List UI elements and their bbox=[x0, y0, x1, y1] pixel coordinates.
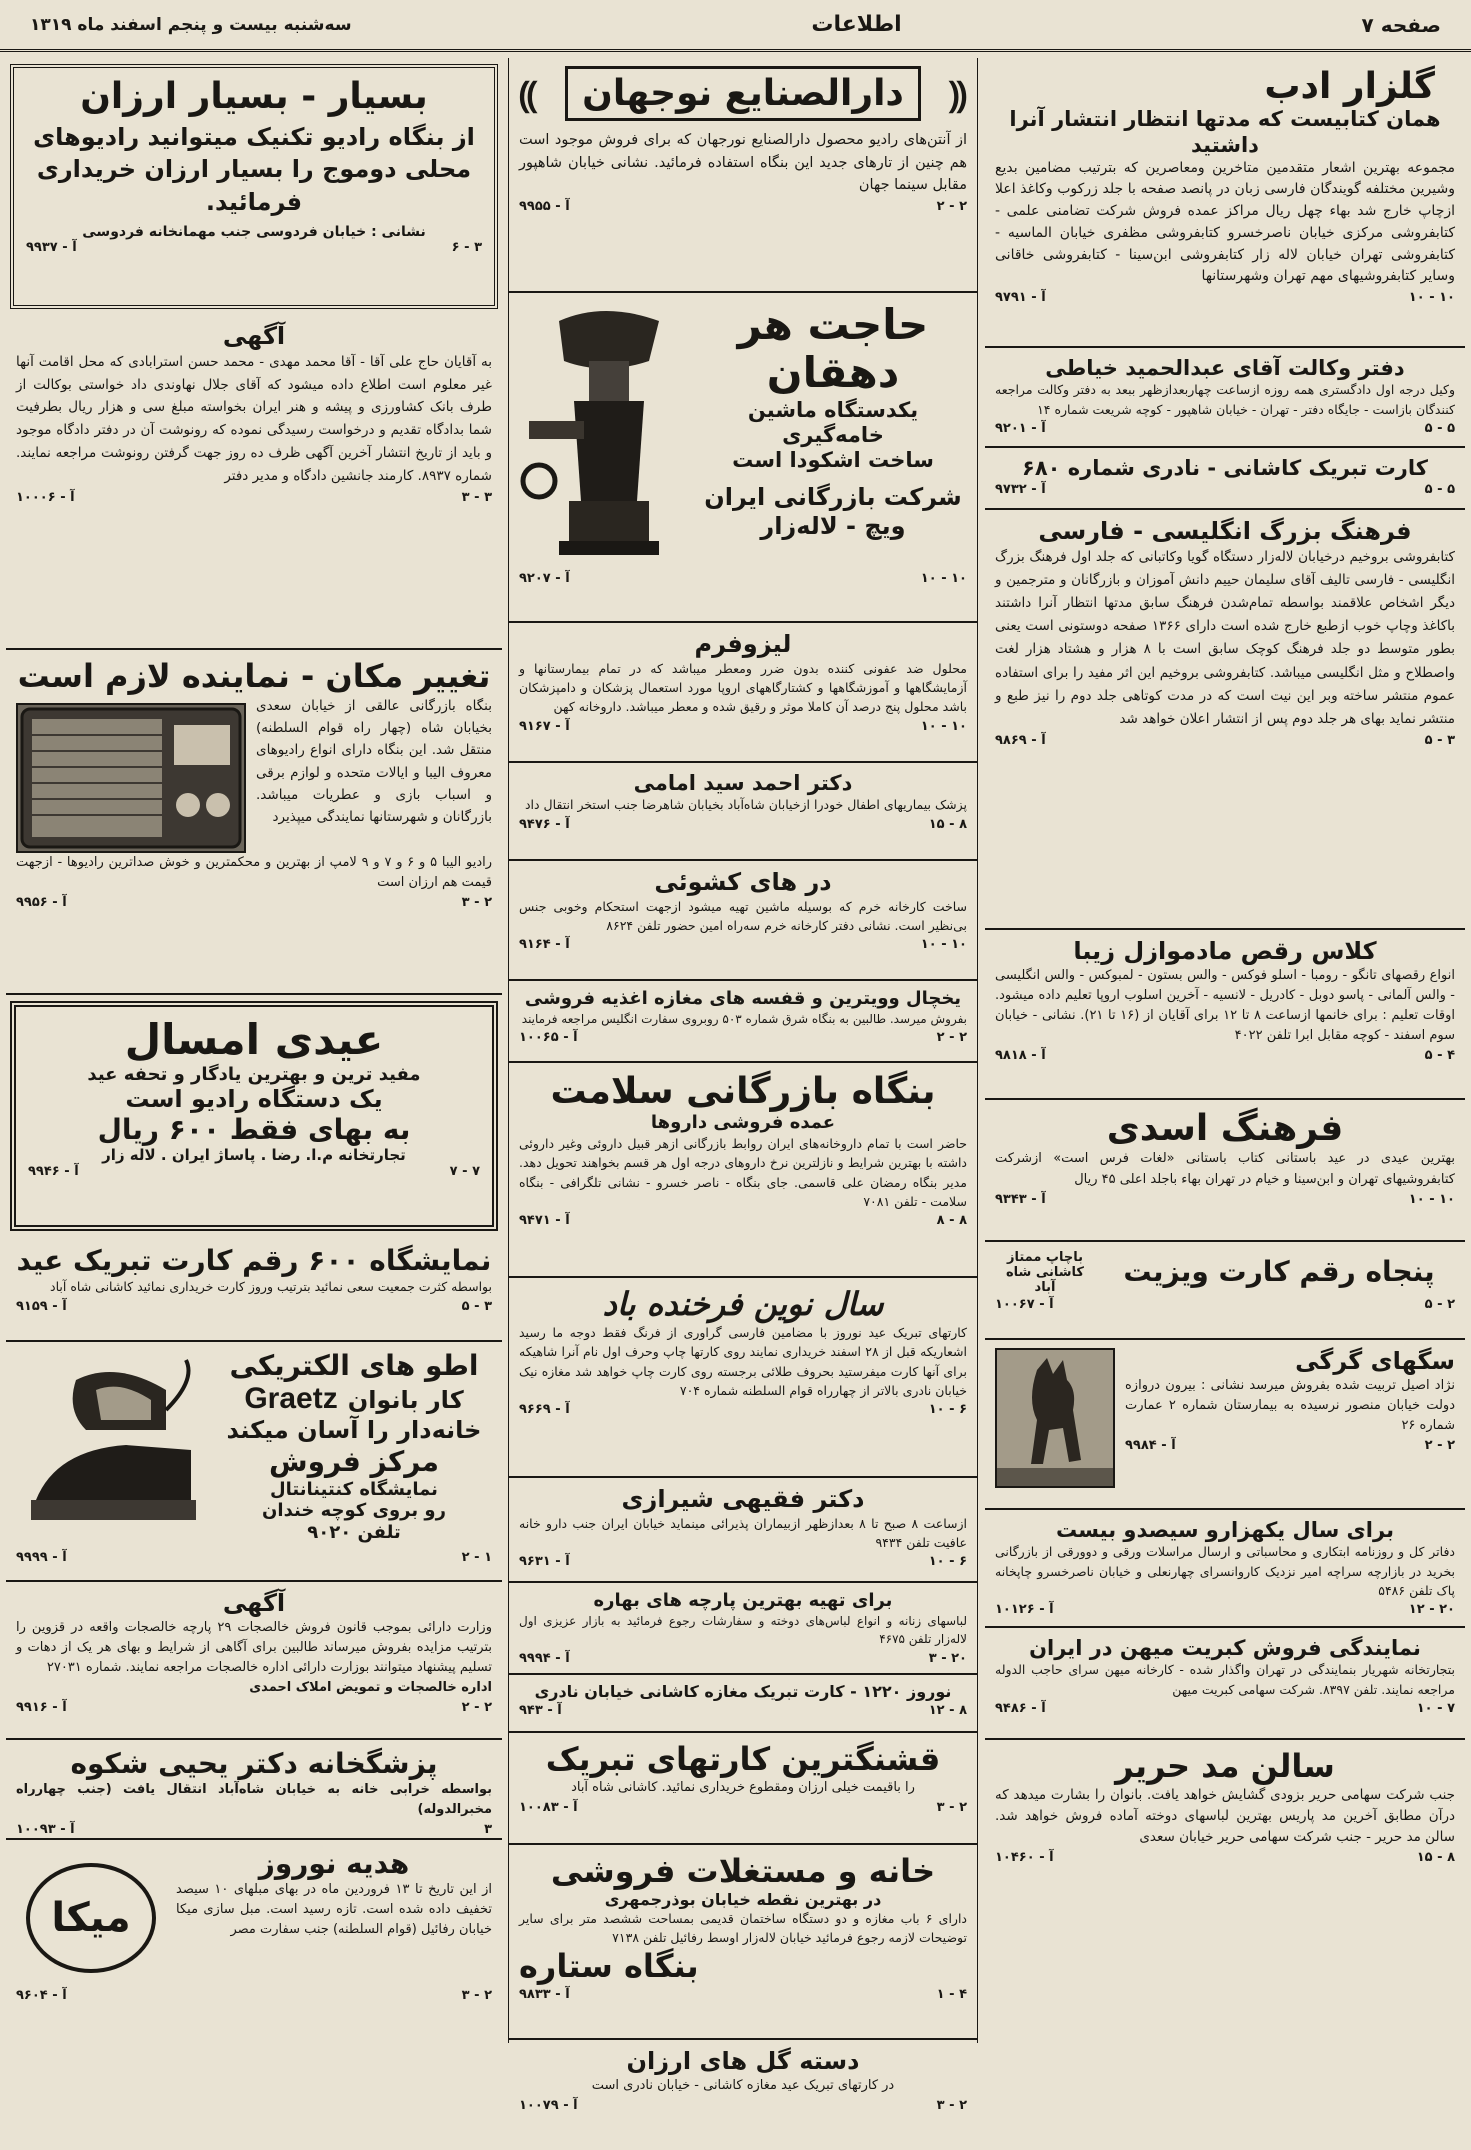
ad-line: شرکت بازرگانی ایران bbox=[704, 483, 962, 512]
ad-title: کارت تبریک کاشانی - نادری شماره ۶۸۰ bbox=[1022, 456, 1428, 480]
ad-body: حاضر است با تمام داروخانه‌های ایران روابط بازرگانی ازهر قبیل داروئی وغیر داروئی داشته با بهترین شرایط و نازلترین نرخ داروهای درجه اول هر قسم بخواهند تحویل دهد. مدیر بنگاه رمضان علی قاسمی. جای بنگاه - ناصر خسرو - نشانی تلگرافی - بنگاه سلامت - تلفن ۷۰۸۱ bbox=[519, 1135, 967, 1210]
ad-eidi-emsal bbox=[10, 1001, 498, 1231]
ad-line: خانه‌دار را آسان میکند bbox=[226, 1416, 482, 1445]
ad-body: وکیل درجه اول دادگستری همه روزه ازساعت چهاربعدازظهر ببعد به دفتر وکالت مراجعه کنندگان بازاست - جایگاه دفتر - تهران - خیابان شاهپور - کوچه شریعت شماره ۱۴ bbox=[995, 382, 1455, 417]
ad-line: یکدستگاه ماشین خامه‌گیری bbox=[747, 397, 919, 447]
ad-subtitle: همان کتابیست که مدتها انتظار انتشار آنرا داشتید bbox=[1009, 107, 1441, 157]
ad-title: سگهای گرگی bbox=[1295, 1347, 1455, 1375]
ad-code: ۸ - ۱۲ آ - ۹۴۳ bbox=[519, 1703, 967, 1719]
ad-body: از این تاریخ تا ۱۳ فروردین ماه در بهای مبلهای ۱۰ سیصد تخفیف داده شده است. تازه رسید است. مبل سازی میکا خیابان رفائیل (قوام السلطنه) جنب سفارت مصر bbox=[176, 1882, 492, 1938]
ad-line: اطو های الکتریکی bbox=[229, 1349, 479, 1382]
ad-code: ۲۰ - ۳ آ - ۹۹۹۴ bbox=[519, 1650, 967, 1666]
page-number: صفحه ۷ bbox=[1361, 12, 1441, 37]
ad-code: ۳ - ۵ آ - ۹۱۵۹ bbox=[16, 1298, 492, 1314]
ad-line: رو بروی کوچه خندان bbox=[262, 1500, 446, 1522]
ad-code: ۵ - ۵ آ - ۹۷۳۲ bbox=[995, 482, 1455, 498]
ad-title: آگهی bbox=[222, 322, 286, 350]
ad-sal-novin bbox=[509, 1278, 977, 1478]
ad-code: ۱۰ - ۱۰ آ - ۹۳۴۳ bbox=[995, 1191, 1455, 1207]
ad-title: نمایندگی فروش کبریت میهن در ایران bbox=[1029, 1636, 1421, 1660]
ad-otu-graetz bbox=[6, 1342, 502, 1582]
left-column bbox=[6, 58, 502, 2043]
ad-body: بنگاه بازرگانی عالقی از خیابان سعدی بخیابان شاه (چهار راه قوام السلطنه) منتقل شد. این بنگاه دارای انواع رادیوهای معروف الیبا و ایالات متحده و لوازم برقی و اسباب بازی و عطریات میباشد. بازرگانان و شهرستانها نمایندگی میپذیرد bbox=[256, 697, 492, 826]
radio-set-illustration bbox=[16, 703, 246, 853]
ad-code: ۲ - ۳ آ - ۱۰۰۸۳ bbox=[519, 1799, 967, 1815]
ad-code: ۲ - ۲ آ - ۹۹۵۵ bbox=[519, 198, 967, 214]
ad-class-raqs bbox=[985, 930, 1465, 1100]
ad-line: یک دستگاه رادیو است bbox=[125, 1085, 383, 1113]
ad-golzar-adab bbox=[985, 58, 1465, 348]
ad-code: ۴ - ۵ آ - ۹۸۱۸ bbox=[995, 1048, 1455, 1064]
ad-agahi-2 bbox=[6, 1582, 502, 1740]
ad-code: ۸ - ۸ آ - ۹۴۷۱ bbox=[519, 1213, 967, 1229]
ad-title: برای سال یکهزارو سیصدو بیست bbox=[1056, 1518, 1394, 1542]
ad-body: ساخت کارخانه خرم که بوسیله ماشین تهیه میشود ازجهت استحکام وخوبی جنس بی‌نظیر است. نشانی دفتر کارخانه خرم سه‌راه امین حضور تلفن ۸۶۲۴ bbox=[519, 898, 967, 933]
ad-title: برای تهیه بهترین پارچه های بهاره bbox=[593, 1590, 893, 1611]
ad-address: تجارتخانه م.ا. رضا . پاساژ ایران . لاله زار bbox=[102, 1146, 406, 1164]
ad-body: جنب شرکت سهامی حریر بزودی گشایش خواهد یافت. بانوان را بشارت میدهد که درآن مطابق آخرین مد پاریس بهترین لباسهای دوخته آماده فروش خواهد شد. سالن مد حریر - جنب شرکت سهامی حریر خیابان سعدی bbox=[995, 1786, 1455, 1845]
ad-code: ۲ - ۵ آ - ۱۰۰۶۷ bbox=[995, 1297, 1455, 1312]
ad-kebrit-mihan bbox=[985, 1628, 1465, 1740]
ad-nowruz-kart bbox=[509, 1675, 977, 1733]
dog-icon bbox=[997, 1350, 1113, 1486]
newspaper-name: اطلاعات bbox=[811, 12, 902, 37]
ad-body: نژاد اصیل تربیت شده بفروش میرسد نشانی : بیرون دروازه دولت خیابان منصور نرسیده به بیمارستان شماره ۲ عمارت شماره ۲۶ bbox=[1125, 1377, 1455, 1433]
ad-code: ۶ - ۱۰ آ - ۹۶۶۹ bbox=[519, 1402, 967, 1418]
ad-qashang-kart bbox=[509, 1733, 977, 1845]
ad-code: ۴ - ۱ آ - ۹۸۳۳ bbox=[519, 1986, 967, 2002]
ad-title: یخچال وویترین و قفسه های مغازه اغذیه فروشی bbox=[524, 988, 962, 1009]
brand-name: Graetz bbox=[244, 1382, 338, 1416]
ad-body: از بنگاه رادیو تکنیک میتوانید رادیوهای محلی دوموج را بسیار ارزان خریداری فرمائید. bbox=[33, 123, 475, 216]
ad-doktor-faqihi bbox=[509, 1478, 977, 1583]
ad-code: ۳ آ - ۱۰۰۹۳ bbox=[16, 1822, 492, 1838]
ad-code: ۱ - ۲ آ - ۹۹۹۹ bbox=[16, 1550, 492, 1565]
radio-icon bbox=[18, 705, 244, 851]
ad-title: خانه و مستغلات فروشی bbox=[550, 1852, 936, 1890]
ad-body: از آنتن‌های رادیو محصول دارالصنایع نورجهان که برای فروش موجود است هم چنین از تارهای جدید این بنگاه استفاده فرمائید. نشانی خیابان شاهپور مقابل سینما جهان bbox=[519, 132, 967, 194]
ad-title: هدیه نوروز bbox=[258, 1847, 410, 1880]
ad-line: ساخت اشکودا است bbox=[732, 447, 934, 472]
ad-title: پنجاه رقم کارت ویزیت bbox=[1123, 1255, 1435, 1289]
middle-column bbox=[508, 58, 978, 2113]
ad-title: در های کشوئی bbox=[654, 868, 832, 896]
ad-code: ۱۰ - ۱۰ آ - ۹۱۶۴ bbox=[519, 937, 967, 953]
ad-title: بنگاه بازرگانی سلامت bbox=[550, 1071, 936, 1112]
ad-baraye-sal bbox=[985, 1510, 1465, 1628]
ad-title: نوروز ۱۲۲۰ - کارت تبریک مغازه کاشانی خیابان نادری bbox=[534, 1682, 952, 1701]
ad-salon-mod bbox=[985, 1740, 1465, 1925]
ad-dar-al-sanaye bbox=[509, 58, 977, 293]
ad-code: ۸ - ۱۵ آ - ۱۰۴۶۰ bbox=[995, 1849, 1455, 1865]
ad-body: بفروش میرسد. طالبین به بنگاه شرق شماره ۵۰۳ روبروی سفارت انگلیس مراجعه فرمایند bbox=[521, 1011, 967, 1026]
ad-body: ازساعت ۸ صبح تا ۸ بعدازظهر ازبیماران پذیرائی مینماید خیابان ایران جنب دارو خانه عافیت تلفن ۹۴۳۴ bbox=[519, 1515, 968, 1550]
ad-title: عیدی امسال bbox=[124, 1015, 384, 1064]
ad-line: نمایشگاه کنتینانتال bbox=[270, 1478, 438, 1500]
ad-line: کار بانوان bbox=[347, 1386, 464, 1415]
ad-title: نمایشگاه ۶۰۰ رقم کارت تبریک عید bbox=[16, 1244, 492, 1277]
ad-body: دفاتر کل و روزنامه ابتکاری و محاسباتی و ارسال مراسلات ورقی و دوورقی از بازرگانی بخرید در بازارچه سراچه امیر نزدیک کاروانسرای چهارنعلی و خیابان ناصرخسرو چاپخانه پاک تلفن ۵۴۸۶ bbox=[995, 1544, 1455, 1598]
ad-code: ۲ - ۲ آ - ۹۹۱۶ bbox=[16, 1700, 492, 1716]
ad-agahi-1 bbox=[6, 315, 502, 650]
separator-machine-illustration bbox=[519, 301, 689, 571]
ad-body: بهترین عیدی در عید باستانی کتاب باستانی «لغات فرس است» ازشرکت کتابفروشیهای تهران و ابن‌سینا و خیام در تهران بهاء باجلد اعلی ۴۵ ریال bbox=[995, 1151, 1455, 1187]
ad-price: به بهای فقط ۶۰۰ ریال bbox=[97, 1113, 411, 1146]
ad-title: دکتر فقیهی شیرازی bbox=[621, 1485, 865, 1513]
ad-code: ۲ - ۲ آ - ۹۹۸۴ bbox=[1125, 1438, 1455, 1454]
masthead bbox=[0, 0, 1471, 52]
flourish-icon: ⸩ bbox=[519, 75, 538, 117]
dog-photo bbox=[995, 1348, 1115, 1488]
ad-daftar-vekalat bbox=[985, 348, 1465, 448]
ad-body: انواع رقصهای تانگو - رومبا - اسلو فوکس - والس بستون - لمبوکس - والس انگلیسی - والس آلمانی - پاسو دوبل - کادریل - لانسیه - آخرین اسلوب اروپا تعلیم داده میشود. اوقات تعلیم : برای خانمها ازساعت ۸ تا ۱۲ برای آقایان از (۱۶ تا ۲۱). نشانی - خیابان سوم اسفند - کوچه مقابل ابرا تلفن ۴۰۲۲ bbox=[995, 967, 1456, 1044]
ad-title: کلاس رقص مادموازل زیبا bbox=[1073, 937, 1377, 965]
ad-body: پزشک بیماریهای اطفال خودرا ازخیابان شاه‌آباد بخیابان شاهرضا جنب استخر انتقال داد bbox=[524, 797, 967, 813]
ad-line: ویچ - لاله‌زار bbox=[760, 511, 906, 540]
ad-khane-mostaghelat bbox=[509, 1845, 977, 2040]
ad-code: ۳ - ۳ آ - ۱۰۰۰۶ bbox=[16, 490, 492, 506]
ad-code: ۸ - ۱۵ آ - ۹۴۷۶ bbox=[519, 816, 967, 832]
ad-lizoform bbox=[509, 623, 977, 763]
ad-taghir-makan bbox=[6, 650, 502, 995]
ad-signature: اداره خالصجات و تمویض املاک احمدی bbox=[249, 1680, 492, 1696]
mika-logo bbox=[16, 1848, 166, 1988]
ad-title: لیزوفرم bbox=[694, 630, 792, 658]
ad-title: پزشگخانه دکتر یحیی شکوه bbox=[70, 1747, 438, 1780]
ad-subtitle: در بهترین نقطه خیابان بوذرجمهری bbox=[604, 1889, 882, 1909]
ad-body: کتابفروشی بروخیم درخیابان لاله‌زار دستگاه گویا وکاتبانی که جلد اول فرهنگ بزرگ انگلیسی - فارسی تالیف آقای سلیمان حییم دانش آموزان و بازرگانان و مترجمین و دیگر اشخاص علاقمند بواسطه تمام‌شدن فرهنگ سابق مدتها انتظار آنرا داشتند باکاغذ وچاپ خوب ازطبع خارج شده است دارای ۱۳۶۶ صفحه دوستونی است یعنی بطور متوسط دو جلد فرهنگ کوچک سابق است با ۸ هزار و هشتاد هزار لغت واصطلاح و مثل انگلیسی میباشد. کتابفروشی بروخیم این اثر مفید را برای استفاده عموم منتشر ساخته وبر این نیت است که در مدت کوتاهی جلد دوم را نیز طبع و منتشر نماید بهای هر جلد دوم پس از انتشار اعلان خواهد شد bbox=[995, 548, 1455, 728]
ad-side-note: باچاپ ممتاز کاشانی شاه آباد bbox=[1005, 1250, 1084, 1295]
ad-title: قشنگترین کارتهای تبریک bbox=[545, 1740, 941, 1778]
ad-body: را باقیمت خیلی ارزان ومقطوع خریداری نمائید. کاشانی شاه آباد bbox=[571, 1779, 915, 1795]
ad-code: ۲۰ - ۱۲ آ - ۱۰۱۲۶ bbox=[995, 1602, 1455, 1618]
ad-yakhchal bbox=[509, 981, 977, 1063]
ad-hedie-nowruz bbox=[6, 1840, 502, 2015]
ad-address: نشانی : خیابان فردوسی جنب مهمانخانه فردوسی bbox=[82, 224, 426, 241]
ad-code: ۶ - ۱۰ آ - ۹۶۳۱ bbox=[519, 1554, 967, 1570]
ad-darha-keshoi bbox=[509, 861, 977, 981]
ad-line: تلفن ۹۰۲۰ bbox=[307, 1521, 401, 1543]
ad-title: سالن مد حریر bbox=[1115, 1747, 1335, 1785]
ad-farhang-asadi bbox=[985, 1100, 1465, 1242]
ad-title: تغییر مکان - نماینده لازم است bbox=[17, 657, 491, 695]
ad-body: بتجارتخانه شهریار بنمایندگی در تهران واگذار شده - کارخانه میهن سرای حاجب الدوله مراجعه نمایند. تلفن ۸۳۹۷. شرکت سهامی کبریت میهن bbox=[995, 1662, 1455, 1697]
ad-brand: بنگاه ستاره bbox=[519, 1946, 699, 1985]
ad-code: ۱۰ - ۱۰ آ - ۹۱۶۷ bbox=[519, 718, 967, 734]
ad-subtitle: عمده فروشی داروها bbox=[650, 1112, 836, 1134]
ad-panjah-kart bbox=[985, 1242, 1465, 1340]
ad-note: رادیو الیبا ۵ و ۶ و ۷ و ۹ لامپ از بهترین و محکمترین و خوش صداترین رادیوها - ازجهت قیمت هم ارزان است bbox=[16, 854, 493, 890]
ad-code: ۷ - ۷ آ - ۹۹۴۶ bbox=[28, 1164, 480, 1179]
ad-daste-gol bbox=[509, 2040, 977, 2150]
ad-bongah-salamat bbox=[509, 1063, 977, 1278]
ad-body: در کارتهای تبریک عید مغازه کاشانی - خیابان نادری است bbox=[591, 2077, 895, 2093]
ad-namayeshgah bbox=[6, 1237, 502, 1342]
ad-code: ۷ - ۱۰ آ - ۹۴۸۶ bbox=[995, 1700, 1455, 1716]
ad-line: مفید ترین و بهترین یادگار و تحفه عید bbox=[87, 1064, 421, 1085]
ad-code: ۲ - ۳ آ - ۹۶۰۴ bbox=[16, 1988, 492, 2003]
ad-title: سال نوین فرخنده باد bbox=[602, 1285, 884, 1323]
ad-title: دارالصنایع نوجهان bbox=[565, 66, 921, 121]
ad-body: محلول ضد عفونی کننده بدون ضرر ومعطر میباشد که در تمام بیمارستانها و آزمایشگاهها و آموزشگاهها و کشتارگاههای اروپا مورد استعمال پزشکان و دامپزشکان باشد محلول پنج درصد آن کاملا موثر و رقیق شده و معطر میباشد. داروخانه کهن bbox=[519, 660, 967, 715]
ad-besiar-arzan bbox=[10, 64, 498, 309]
ad-farhang-bozorg bbox=[985, 510, 1465, 930]
ad-title: دفتر وکالت آقای عبدالحمید خیاطی bbox=[1045, 356, 1405, 380]
ad-code: ۲ - ۳ آ - ۹۹۵۶ bbox=[16, 895, 492, 911]
ad-body: دارای ۶ باب مغازه و دو دستگاه ساختمان قدیمی بمساحت ششصد متر برای سایر توضیحات لازمه رجوع فرمائید خیابان لاله‌زار اوسط رفائیل تلفن ۷۱۳۸ bbox=[519, 1910, 967, 1946]
ad-body: بواسطه کثرت جمعیت سعی نمائید بترتیب وروز کارت خریداری نمائید کاشانی شاه آباد bbox=[50, 1279, 492, 1295]
ad-title: آگهی bbox=[222, 1589, 286, 1617]
mika-brand: میکا bbox=[26, 1863, 156, 1973]
ad-title: فرهنگ بزرگ انگلیسی - فارسی bbox=[1038, 517, 1412, 545]
ad-code: ۳ - ۵ آ - ۹۸۶۹ bbox=[995, 733, 1455, 749]
issue-date: سه‌شنبه بیست و پنجم اسفند ماه ۱۳۱۹ bbox=[30, 14, 352, 35]
ad-title: دکتر احمد سید امامی bbox=[633, 771, 853, 795]
ad-code: ۲ - ۳ آ - ۱۰۰۷۹ bbox=[519, 2097, 967, 2113]
ad-title: دسته گل های ارزان bbox=[626, 2047, 860, 2075]
ad-body: کارتهای تبریک عید نوروز با مضامین فارسی گراوری از فرنگ فقط دوجه ما رسید اشعاریکه قبل از ۲۸ اسفند خریداری نمایند روی کارتها چاپ وحرف اول نام آنرا شاهیکه برای آنها کارت میفرستید بحروف طلائی برجسته روی کارت چاپ خواهد شد مغازه نیک خیابان نادری بالاتر از چهارراه قوام السلطنه شماره ۷۰۴ bbox=[519, 1324, 967, 1398]
flourish-icon: ⸨ bbox=[948, 75, 967, 117]
ad-doktor-emami bbox=[509, 763, 977, 861]
ad-body: مجموعه بهترین اشعار متقدمین متاخرین ومعاصرین که بترتیب مضامین بدیع وشیرین مختلفه گویندگان فارسی زبان در پانصد صفحه با جلد زرکوب وکاغذ اعلا ازچاپ خارج شد بهاء چهل ریال مراکز عمده فروش شرکت تضامنی علمی - کتابفروشی مرکزی خیابان ناصرخسرو کتابفروشی مظفری خیابان الماسیه - کتابفروشی تهران خیابان لاله زار کتابفروشی ابن‌سینا - کتابفروشی خاقانی وسایر کتابفروشیهای مهم تهران وشهرستانها bbox=[995, 159, 1455, 285]
ad-code: ۵ - ۵ آ - ۹۲۰۱ bbox=[995, 420, 1455, 436]
ad-title: فرهنگ اسدی bbox=[1106, 1108, 1344, 1149]
ad-title: بسیار - بسیار ارزان bbox=[80, 76, 428, 117]
ad-code: ۲ - ۲ آ - ۱۰۰۶۵ bbox=[519, 1030, 967, 1046]
ad-code: ۱۰ - ۱۰ آ - ۹۲۰۷ bbox=[519, 571, 967, 586]
ad-title-2: دهقان bbox=[766, 348, 900, 398]
electric-iron-icon bbox=[16, 1350, 206, 1550]
ad-sag-gorgi bbox=[985, 1340, 1465, 1510]
ad-body: به آقایان حاج علی آقا - آقا محمد مهدی - محمد حسن استرابادی که محل اقامت آنها غیر معلوم است اطلاع داده میشود که آقای جلال نهاوندی داد خواستی بوکالت از طرف بانک کشاورزی و پیشه و هنر ایران بخواسته مبلغ سی و هزار ریال بطرفیت شما بدادگاه تقدیم و درخواست رسیدگی نموده که رونوشت آن در دفتر دادگاه موجود و باید از تاریخ انتشار آخرین آگهی ظرف ده روز جهت گرفتن رونوشت مراجعه نمایند. شماره ۸۹۳۷. کارمند جانشین دادگاه و مدیر دفتر bbox=[16, 353, 492, 485]
ad-parche-bahare bbox=[509, 1583, 977, 1675]
ad-hajat-dehqan bbox=[509, 293, 977, 623]
ad-title: گلزار ادب bbox=[1264, 66, 1435, 107]
right-column bbox=[985, 58, 1465, 2043]
iron-illustration bbox=[16, 1350, 206, 1550]
ad-line: مرکز فروش bbox=[269, 1444, 439, 1478]
ad-code: ۳ - ۶ آ - ۹۹۳۷ bbox=[26, 240, 482, 256]
ad-code: ۱۰ - ۱۰ آ - ۹۷۹۱ bbox=[995, 289, 1455, 305]
ad-pezeshkkhane bbox=[6, 1740, 502, 1840]
ad-body: لباسهای زنانه و انواع لباس‌های دوخته و سفارشات رجوع فرمائید به بازار عزیزی اول لاله‌زار تلفن ۴۶۷۵ bbox=[519, 1613, 967, 1647]
ad-kart-tabrik bbox=[985, 448, 1465, 510]
cream-separator-icon bbox=[519, 301, 689, 571]
ad-body: بواسطه خرابی خانه به خیابان شاه‌آباد انتقال یافت (جنب چهارراه مخبرالدوله) bbox=[16, 1782, 492, 1818]
ad-body: وزارت دارائی بموجب قانون فروش خالصجات ۲۹ پارچه خالصجات واقعه در قزوین را بترتیب مزایده بفروش میرساند طالبین برای آگاهی از شرایط و بهای هر یک از دهات و تسلیم پیشنهاد میتوانند بوزارت دارائی اداره خالصجات مراجعه نمایند. شماره ۲۷۰۳۱ bbox=[16, 1619, 492, 1675]
ad-title-1: حاجت هر bbox=[737, 300, 929, 349]
